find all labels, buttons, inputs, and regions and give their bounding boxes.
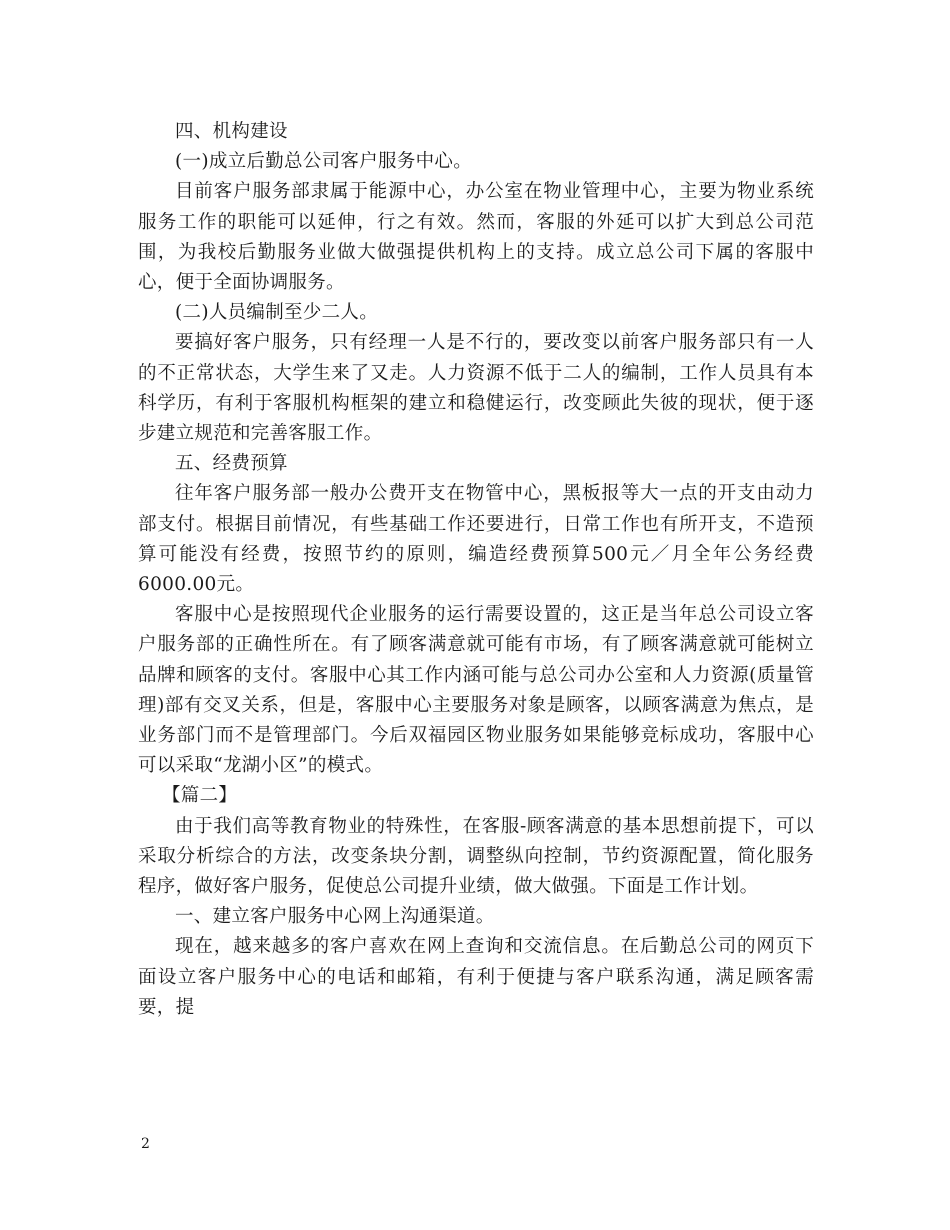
paragraph: 往年客户服务部一般办公费开支在物管中心，黑板报等大一点的开支由动力部支付。根据目前情况，有些基础工作还要进行，日常工作也有所开支，不造预算可能没有经费，按照节约的原则，编造经费预算500元／月全年公务经费6000.00元。	[138, 483, 814, 596]
paragraph: 要搞好客户服务，只有经理一人是不行的，要改变以前客户服务部只有一人的不正常状态，大学生来了又走。人力资源不低于二人的编制，工作人员具有本科学历，有利于客服机构框架的建立和稳健运行，改变顾此失彼的现状，便于逐步建立规范和完善客服工作。	[138, 332, 814, 445]
paragraph: 目前客户服务部隶属于能源中心，办公室在物业管理中心，主要为物业系统服务工作的职能可以延伸，行之有效。然而，客服的外延可以扩大到总公司范围，为我校后勤服务业做大做强提供机构上的支持。成立总公司下属的客服中心，便于全面协调服务。	[138, 181, 814, 294]
paragraph: 由于我们高等教育物业的特殊性，在客服-顾客满意的基本思想前提下，可以采取分析综合的方法，改变条块分割，调整纵向控制，节约资源配置，简化服务程序，做好客户服务，促使总公司提升业绩，做大做强。下面是工作计划。	[138, 815, 814, 898]
page-number: 2	[141, 1136, 150, 1152]
subsection-heading-1: (一)成立后勤总公司客户服务中心。	[175, 151, 473, 173]
paragraph: 现在，越来越多的客户喜欢在网上查询和交流信息。在后勤总公司的网页下面设立客户服务中心的电话和邮箱，有利于便捷与客户联系沟通，满足顾客需要，提	[138, 936, 814, 1018]
document-body	[138, 117, 814, 1023]
section-heading-5: 五、经费预算	[175, 453, 288, 475]
subsection-heading-2: (二)人员编制至少二人。	[175, 302, 379, 324]
part-two-heading: 【篇二】	[162, 785, 238, 807]
section-heading-1: 一、建立客户服务中心网上沟通渠道。	[175, 906, 495, 928]
section-heading-4: 四、机构建设	[175, 121, 288, 142]
paragraph: 客服中心是按照现代企业服务的运行需要设置的，这正是当年总公司设立客户服务部的正确性所在。有了顾客满意就可能有市场，有了顾客满意就可能树立品牌和顾客的支付。客服中心其工作内涵可能与总公司办公室和人力资源(质量管理)部有交叉关系，但是，客服中心主要服务对象是顾客，以顾客满意为焦点，是业务部门而不是管理部门。今后双福园区物业服务如果能够竞标成功，客服中心可以采取“龙湖小区”的模式。	[138, 604, 814, 777]
